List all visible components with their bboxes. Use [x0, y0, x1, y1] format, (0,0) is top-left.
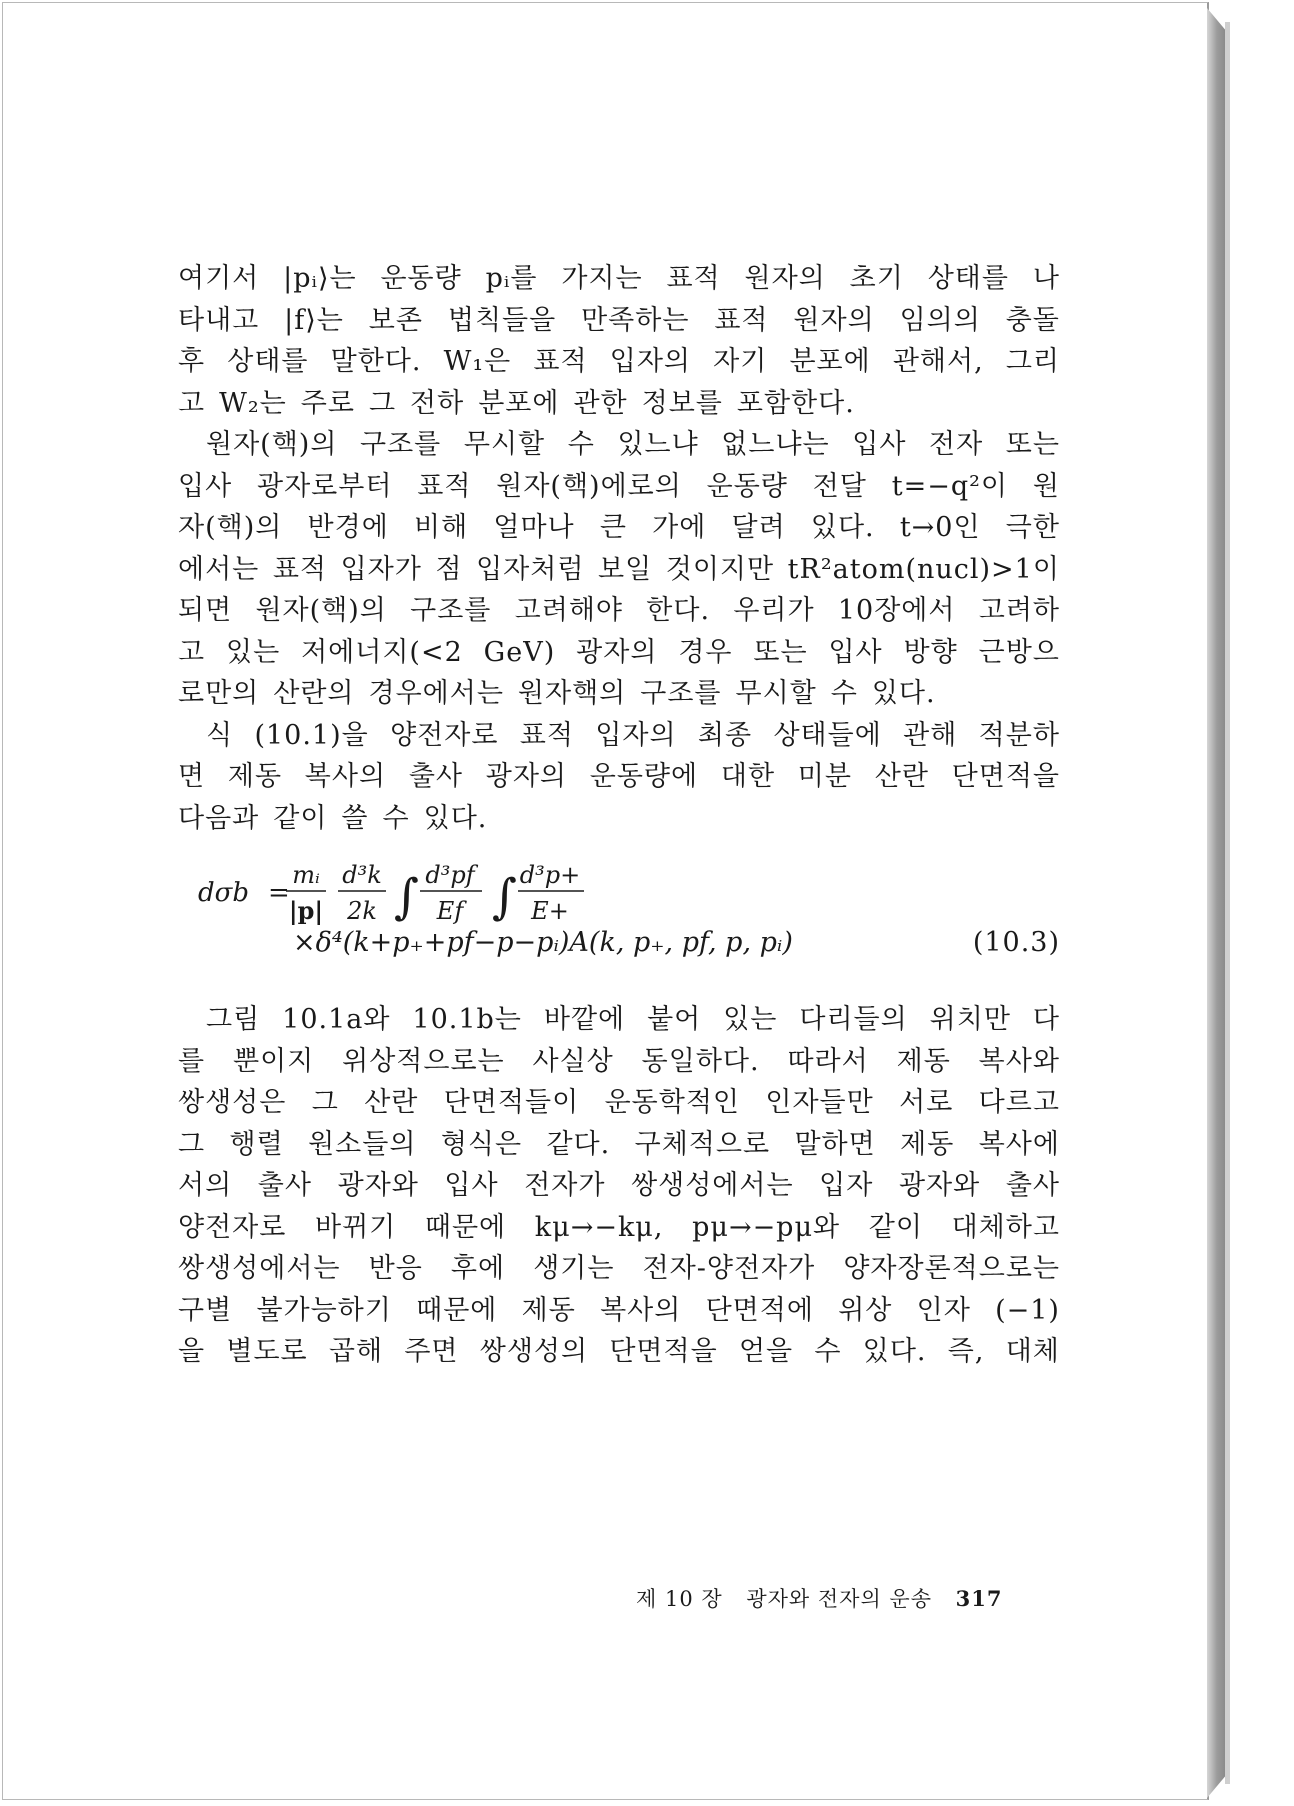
- eq-lhs: dσb: [198, 878, 250, 908]
- word: 보일: [597, 553, 653, 585]
- word: 분포에: [789, 346, 871, 377]
- word: 위상: [838, 1294, 893, 1326]
- word: 표적: [272, 553, 327, 585]
- word: 극한: [1005, 512, 1060, 543]
- word: 또는: [753, 636, 808, 668]
- word: 방향: [903, 636, 958, 668]
- word: 미분: [797, 761, 852, 792]
- word: 전자: [929, 429, 984, 460]
- word: 붙어: [647, 1004, 702, 1035]
- word: 산란의: [273, 678, 355, 709]
- word: W₁은: [443, 346, 512, 377]
- word: 있다.: [862, 1336, 927, 1367]
- body-text: [178, 258, 1060, 1373]
- text-line: [178, 1082, 1060, 1124]
- word: 행렬: [229, 1128, 284, 1160]
- word: 다: [1032, 1004, 1060, 1035]
- word: 초기: [849, 263, 904, 294]
- word: 복사에: [978, 1128, 1060, 1160]
- word: 위상적으로는: [342, 1045, 505, 1077]
- word: 광자와: [898, 1170, 981, 1201]
- word: 그리: [1005, 346, 1060, 377]
- word: 구별: [178, 1294, 233, 1326]
- word: 출사: [1005, 1170, 1060, 1201]
- word: 보존: [368, 304, 423, 336]
- word: 수: [814, 1336, 842, 1367]
- word: 정보를: [641, 387, 723, 419]
- word: 자기: [713, 346, 768, 377]
- word: 비해: [413, 512, 469, 543]
- word: 우리가: [733, 595, 815, 626]
- word: 원자(핵)의: [206, 429, 338, 460]
- word: 서의: [178, 1170, 233, 1201]
- word: 자(핵)의: [178, 512, 283, 543]
- word: 따라서: [787, 1045, 869, 1077]
- word: 다리들의: [799, 1004, 908, 1035]
- word: 있다.: [810, 512, 875, 543]
- word: 출사: [257, 1170, 312, 1201]
- word: 한다.: [646, 595, 711, 626]
- word: 충돌: [1005, 304, 1060, 336]
- word: 운동량: [380, 263, 462, 294]
- word: 원소들의: [308, 1128, 417, 1160]
- word: 복사와: [978, 1045, 1060, 1077]
- word: 얼마나: [493, 512, 575, 543]
- word: 를: [178, 1045, 206, 1077]
- text-line: [178, 507, 1060, 549]
- word: 사실상: [532, 1045, 614, 1077]
- word: 입자의: [609, 346, 691, 377]
- word: 때문에: [416, 1294, 498, 1326]
- word: 상태를: [927, 263, 1009, 294]
- word: 곱해: [328, 1336, 384, 1367]
- word: 전달: [812, 470, 867, 502]
- word: 운동량: [706, 470, 788, 502]
- page-number: 317: [955, 1586, 1003, 1611]
- text-line: [178, 1207, 1060, 1249]
- text-line: [178, 424, 1060, 466]
- word: 타내고: [178, 304, 260, 336]
- word: 쌍생성에서는: [178, 1253, 341, 1284]
- eq-f-numerator: d³pf: [425, 861, 475, 889]
- word: GeV): [483, 636, 556, 668]
- word: 분포에: [478, 387, 560, 419]
- word: 고: [178, 387, 206, 419]
- word: 표적: [533, 346, 588, 377]
- word: 전자가: [524, 1170, 606, 1201]
- word: 관한: [573, 387, 628, 419]
- word: 말하면: [794, 1128, 876, 1160]
- word: t=−q²이: [891, 470, 1009, 502]
- word: 구조를: [410, 595, 492, 626]
- word: 원자의: [793, 304, 875, 336]
- text-line: [178, 341, 1060, 383]
- word: 10장에서: [837, 595, 956, 626]
- word: 원자의: [744, 263, 826, 294]
- word: 반경에: [307, 512, 389, 543]
- word: pᵢ를: [485, 263, 538, 294]
- word: 후: [178, 346, 206, 377]
- eq-f-denominator: Ef: [436, 897, 464, 925]
- word: 있다.: [423, 802, 488, 834]
- word: 별도로: [226, 1336, 308, 1367]
- word: 운동량에: [589, 761, 699, 792]
- word: pμ→−pμ와: [692, 1211, 841, 1243]
- word: 뿐이지: [232, 1045, 315, 1077]
- word: 큰: [599, 512, 627, 543]
- word: 전하: [410, 387, 465, 419]
- word: 에서는: [178, 553, 260, 585]
- word: 표적: [666, 263, 721, 294]
- word: 원: [1032, 470, 1060, 502]
- text-line: [178, 1124, 1060, 1166]
- word: 경우에서는: [368, 678, 504, 709]
- word: 나: [1032, 263, 1060, 294]
- text-line: [178, 715, 1060, 757]
- word: 가에: [652, 512, 707, 543]
- integral-sign: ∫: [492, 869, 518, 925]
- equation-10-3: [178, 853, 1060, 995]
- word: 구조를: [360, 429, 442, 460]
- word: 수: [830, 678, 858, 709]
- word: 동일하다.: [641, 1045, 760, 1077]
- text-line: [178, 258, 1060, 300]
- word: 고: [178, 636, 206, 668]
- word: 같이: [868, 1211, 923, 1243]
- word: 식: [206, 719, 234, 751]
- word: 임의의: [899, 304, 981, 336]
- text-line: [178, 1248, 1060, 1290]
- word: 형식은: [440, 1128, 523, 1160]
- word: 즉,: [947, 1336, 985, 1367]
- word: 수: [567, 429, 595, 460]
- word: 수: [382, 802, 410, 834]
- word: 양전자로: [178, 1211, 287, 1243]
- text-line: [178, 549, 1060, 591]
- text-line: [178, 999, 1060, 1041]
- word: 제동: [521, 1294, 576, 1326]
- word: 대한: [720, 761, 776, 792]
- footer-chapter: 제 10 장: [636, 1587, 723, 1611]
- word: 로만의: [178, 678, 260, 709]
- word: 서로: [899, 1087, 954, 1118]
- word: (10.1)을: [254, 719, 369, 751]
- eq-k-denominator: 2k: [347, 897, 377, 925]
- word: 같다.: [546, 1128, 611, 1160]
- word: 단면적들이: [443, 1087, 580, 1118]
- word: 양자장론적으로는: [843, 1253, 1060, 1284]
- word: 구조를: [640, 678, 722, 709]
- word: 표적: [519, 719, 574, 751]
- word: 반응: [368, 1253, 423, 1284]
- text-line: [178, 673, 1060, 715]
- word: 그: [311, 1087, 339, 1118]
- word: 입사: [178, 470, 233, 502]
- word: 표적: [417, 470, 472, 502]
- word: 생기는: [533, 1253, 615, 1284]
- word: 같이: [273, 802, 328, 834]
- word: 되면: [178, 595, 233, 626]
- word: 쓸: [341, 802, 369, 834]
- text-line: [178, 756, 1060, 798]
- word: 을: [178, 1336, 206, 1367]
- word: 단면적을: [609, 1336, 718, 1367]
- word: 없느냐는: [721, 429, 830, 460]
- word: 위치만: [929, 1004, 1011, 1035]
- eq-equals: =: [268, 878, 290, 908]
- word: 있는: [723, 1004, 778, 1035]
- word: t→0인: [899, 512, 981, 543]
- word: 그: [178, 1128, 206, 1160]
- text-line: [178, 632, 1060, 674]
- word: 입사: [828, 636, 883, 668]
- eq-plus-numerator: d³p+: [519, 861, 581, 889]
- word: 불가능하기: [256, 1294, 392, 1326]
- word: 무시할: [463, 429, 546, 460]
- word: 면: [178, 761, 206, 792]
- word: 전자-양전자가: [642, 1253, 816, 1284]
- word: 입자처럼: [476, 553, 585, 585]
- text-line: [178, 1041, 1060, 1083]
- word: 원자핵의: [517, 678, 627, 709]
- word: 인자: [916, 1294, 971, 1326]
- word: 입사: [444, 1170, 499, 1201]
- text-line: [178, 1290, 1060, 1332]
- word: 광자의: [485, 761, 567, 792]
- word: 관해: [903, 719, 958, 751]
- word: 제동: [900, 1128, 955, 1160]
- word: 제동: [896, 1045, 951, 1077]
- page-stack-shadow: [1225, 22, 1230, 1784]
- word: 있는: [226, 636, 281, 668]
- word: 달려: [731, 512, 786, 543]
- word: 다음과: [178, 802, 260, 834]
- text-line: [178, 798, 1060, 840]
- word: 입사: [852, 429, 907, 460]
- word: 대체하고: [951, 1211, 1060, 1243]
- word: 때문에: [424, 1211, 507, 1243]
- word: 바뀌기: [314, 1211, 397, 1243]
- word: 바깥에: [543, 1004, 626, 1035]
- word: 원자(핵)의: [255, 595, 387, 626]
- eq-m-numerator: mᵢ: [292, 861, 320, 889]
- word: 입자가: [340, 553, 422, 585]
- word: 법칙들을: [447, 304, 557, 336]
- text-line: [178, 1331, 1060, 1373]
- word: 점: [435, 553, 463, 585]
- word: 적분하: [978, 719, 1060, 751]
- word: 것이지만: [665, 553, 775, 585]
- word: 광자의: [576, 636, 658, 668]
- word: 제동: [227, 761, 283, 792]
- text-line: [178, 590, 1060, 632]
- word: 쌍생성에서는: [631, 1170, 794, 1201]
- text-line: [178, 466, 1060, 508]
- word: 가지는: [561, 263, 643, 294]
- word: 고려하: [978, 595, 1060, 626]
- eq-k-numerator: d³k: [342, 861, 382, 889]
- word: 양전자로: [390, 719, 499, 751]
- word: 후에: [450, 1253, 506, 1284]
- word: 상태를: [227, 346, 309, 377]
- word: 주로: [300, 387, 355, 419]
- word: 원자(핵)에로의: [496, 470, 682, 502]
- word: 구체적으로: [634, 1128, 771, 1160]
- word: 근방으: [978, 636, 1060, 668]
- word: 주면: [404, 1336, 459, 1367]
- word: 산란: [874, 761, 929, 792]
- word: 그림: [206, 1004, 261, 1035]
- word: 광자로부터: [257, 470, 393, 502]
- word: 얻을: [738, 1336, 794, 1367]
- word: 출사: [408, 761, 463, 792]
- word: 10.1b는: [412, 1004, 522, 1035]
- word: 관해서,: [892, 346, 984, 377]
- eq-plus-denominator: E+: [531, 897, 569, 925]
- eq-m-denominator: |p|: [288, 896, 324, 925]
- word: 있다.: [871, 678, 936, 709]
- word: 단면적에: [705, 1294, 814, 1326]
- word: 복사의: [304, 761, 387, 792]
- page-footer: [636, 1583, 1003, 1613]
- equation-delta-line: ×δ⁴(k+p₊+pf−p−pᵢ)A(k, p₊, pf, p, pᵢ): [293, 927, 793, 958]
- word: 경우: [678, 636, 733, 668]
- word: 만족하는: [581, 304, 690, 336]
- integral-sign: ∫: [394, 869, 420, 925]
- word: 저에너지(<2: [301, 636, 463, 668]
- text-line: [178, 300, 1060, 342]
- equation-number: (10.3): [972, 927, 1060, 958]
- text-line: [178, 1165, 1060, 1207]
- equation-fraction-line: [198, 857, 758, 929]
- word: kμ→−kμ,: [534, 1211, 664, 1243]
- word: 그: [368, 387, 397, 419]
- footer-title: 광자와 전자의 운송: [746, 1587, 932, 1611]
- page-stack-edge: [1207, 8, 1225, 1798]
- word: 10.1a와: [282, 1004, 391, 1035]
- word: 표적: [714, 304, 769, 336]
- word: 대체: [1005, 1336, 1060, 1367]
- word: (−1): [995, 1294, 1060, 1326]
- word: |pᵢ⟩는: [283, 263, 357, 294]
- word: 운동학적인: [604, 1087, 740, 1118]
- word: 무시할: [735, 678, 817, 709]
- word: 포함한다.: [736, 387, 855, 419]
- word: 있느냐: [617, 429, 699, 460]
- word: 입자: [819, 1170, 874, 1201]
- word: 산란: [364, 1087, 419, 1118]
- word: 상태들에: [773, 719, 882, 751]
- word: 최종: [697, 719, 753, 751]
- word: 단면적을: [951, 761, 1060, 792]
- word: 여기서: [178, 263, 260, 294]
- word: |f⟩는: [284, 304, 344, 336]
- word: W₂는: [219, 387, 287, 419]
- word: 복사의: [600, 1294, 682, 1326]
- text-line: [178, 383, 1060, 425]
- word: 다르고: [978, 1087, 1060, 1118]
- word: 쌍생성의: [479, 1336, 589, 1367]
- word: 입자의: [595, 719, 677, 751]
- word: 쌍생성은: [178, 1087, 287, 1118]
- word: tR²atom(nucl)>1이: [787, 553, 1060, 585]
- word: 고려해야: [514, 595, 623, 626]
- word: 인자들만: [765, 1087, 874, 1118]
- word: 말한다.: [330, 346, 422, 377]
- word: 광자와: [337, 1170, 419, 1201]
- word: 또는: [1005, 429, 1060, 460]
